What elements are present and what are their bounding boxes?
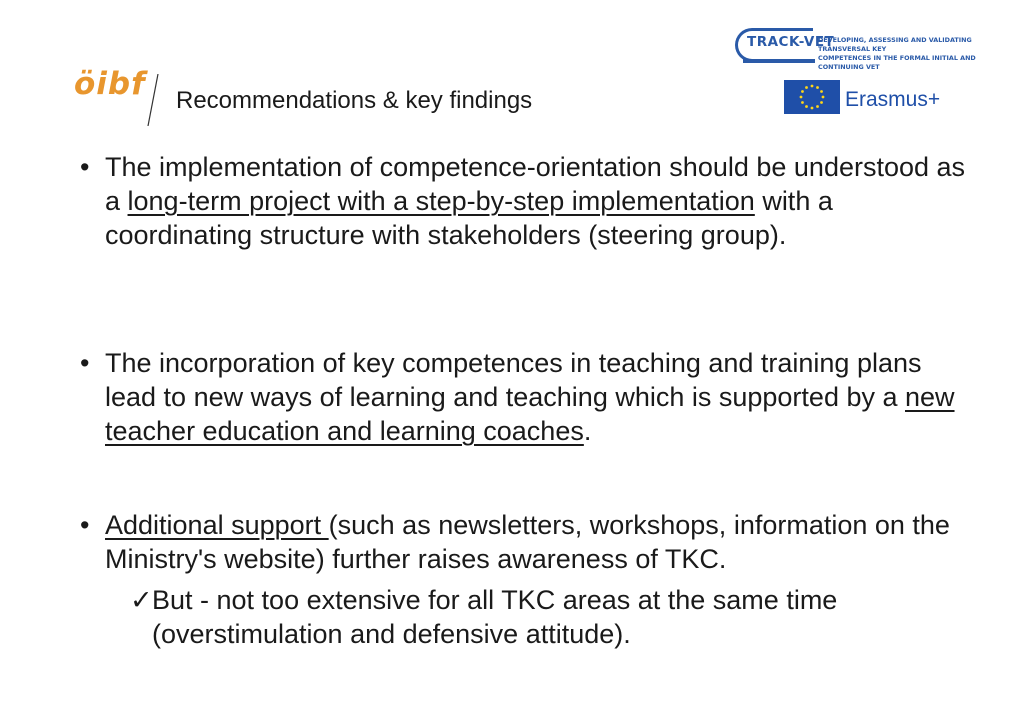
eu-star — [805, 105, 808, 108]
bullet-text-part: with a coordinating structure with stakeholders (steering group). — [105, 186, 833, 250]
eu-flag-icon — [784, 80, 840, 114]
eu-star — [800, 96, 803, 99]
trackvet-tagline-line-2: COMPETENCES IN THE FORMAL INITIAL AND CONTINUING VET — [818, 54, 976, 71]
bullet-text — [105, 150, 975, 252]
eu-star — [801, 90, 804, 93]
eu-star — [805, 86, 808, 89]
erasmus-wordmark: Erasmus+ — [845, 88, 941, 111]
bullet-text-part: (such as newsletters, workshops, information on the Ministry's website) further raises awareness of TKC. — [105, 510, 950, 574]
erasmus-logo — [784, 80, 964, 116]
trackvet-tagline — [818, 36, 1003, 72]
bullet-dot-icon: • — [80, 510, 90, 540]
bullet-emphasis: new teacher education and learning coaches — [105, 382, 955, 446]
bullet-text-part: The incorporation of key competences in teaching and training plans lead to new ways of learning and teaching which is supported by a — [105, 348, 922, 412]
oibf-logo: öibf — [74, 66, 146, 102]
eu-star — [820, 90, 823, 93]
eu-star — [820, 101, 823, 104]
eu-star — [811, 85, 814, 88]
header-divider — [146, 74, 160, 126]
bullet-text-part: The implementation of competence-orientation should be understood as a — [105, 152, 966, 216]
eu-star — [816, 105, 819, 108]
page-title: Recommendations & key findings — [176, 87, 533, 114]
trackvet-stripe — [743, 59, 815, 63]
bullet-text-part: . — [583, 416, 592, 446]
bullet-emphasis: Additional support — [105, 510, 329, 540]
bullet-dot-icon: • — [80, 348, 90, 378]
trackvet-logo — [735, 26, 1000, 70]
sub-bullet-text: But - not too extensive for all TKC areas at the same time (overstimulation and defensive attitude). — [152, 585, 838, 649]
bullet-text — [105, 508, 975, 576]
check-icon: ✓ — [130, 585, 153, 615]
eu-star — [816, 86, 819, 89]
bullet-text — [105, 346, 975, 448]
trackvet-tagline-line-1: DEVELOPING, ASSESSING AND VALIDATING TRANSVERSAL KEY — [818, 36, 972, 53]
eu-star — [822, 96, 825, 99]
trackvet-badge-text: TRACK-VET — [747, 34, 835, 50]
eu-star — [801, 101, 804, 104]
bullet-emphasis: long-term project with a step-by-step implementation — [127, 186, 755, 216]
eu-star — [811, 107, 814, 110]
bullet-dot-icon: • — [80, 152, 90, 182]
